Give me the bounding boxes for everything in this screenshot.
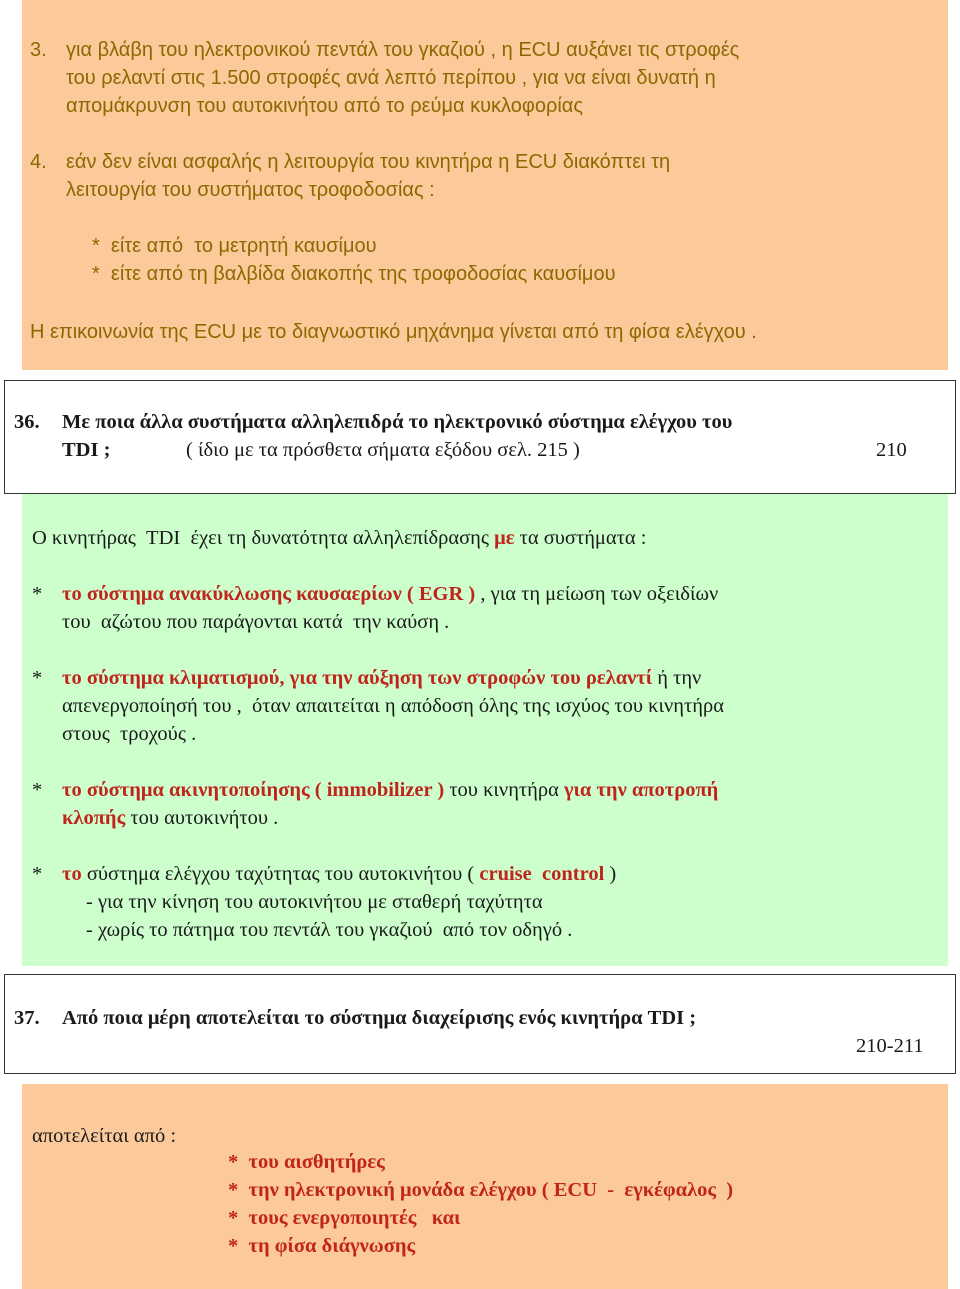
item-3-line-1: για βλάβη του ηλεκτρονικού πεντάλ του γκαζιού , η ECU αυξάνει τις στροφές xyxy=(66,39,740,61)
cruise-sub-2: - χωρίς το πάτημα του πεντάλ του γκαζιού από τον οδηγό . xyxy=(86,919,573,941)
ac-line-1: το σύστημα κλιματισμού, για την αύξηση των στροφών του ρελαντί ή την xyxy=(62,667,702,689)
ac-star: * xyxy=(32,667,43,689)
answer-36-intro: Ο κινητήρας TDI έχει τη δυνατότητα αλληλεπίδρασης με τα συστήματα : xyxy=(32,527,647,549)
item-4-line-1: εάν δεν είναι ασφαλής η λειτουργία του κινητήρα η ECU διακόπτει τη xyxy=(66,151,671,173)
cruise-line-1: το σύστημα ελέγχου ταχύτητας του αυτοκινήτου ( cruise control ) xyxy=(62,863,617,885)
answer-37-item-3: * τους ενεργοποιητές και xyxy=(228,1207,461,1229)
item-4-number: 4. xyxy=(30,151,47,173)
question-36-line-1: Με ποια άλλα συστήματα αλληλεπιδρά το ηλεκτρονικό σύστημα ελέγχου του xyxy=(62,411,733,433)
immobilizer-star: * xyxy=(32,779,43,801)
question-37-text: Από ποια μέρη αποτελείται το σύστημα διαχείρισης ενός κινητήρα TDI ; xyxy=(62,1007,697,1029)
communication-note: Η επικοινωνία της ECU με το διαγνωστικό μηχάνημα γίνεται από τη φίσα ελέγχου . xyxy=(30,321,757,343)
ac-line-3: στους τροχούς . xyxy=(62,723,197,745)
item-3-line-3: απομάκρυνση του αυτοκινήτου από το ρεύμα κυκλοφορίας xyxy=(66,95,583,117)
answer-37-item-2: * την ηλεκτρονική μονάδα ελέγχου ( ECU - εγκέφαλος ) xyxy=(228,1179,734,1201)
item-3-number: 3. xyxy=(30,39,47,61)
question-36-page: 210 xyxy=(876,439,907,461)
question-36-note: ( ίδιο με τα πρόσθετα σήματα εξόδου σελ. 215 ) xyxy=(186,439,580,461)
answer-37-item-4: * τη φίσα διάγνωσης xyxy=(228,1235,416,1257)
fuel-bullet-2: * είτε από τη βαλβίδα διακοπής της τροφοδοσίας καυσίμου xyxy=(92,263,616,285)
answer-37-intro: αποτελείται από : xyxy=(32,1125,177,1147)
egr-star: * xyxy=(32,583,43,605)
question-36-tdi: TDI ; xyxy=(62,439,111,461)
immobilizer-line-2: κλοπής του αυτοκινήτου . xyxy=(62,807,279,829)
ac-line-2: απενεργοποίησή του , όταν απαιτείται η απόδοση όλης της ισχύος του κινητήρα xyxy=(62,695,724,717)
question-37-number: 37. xyxy=(14,1007,40,1029)
cruise-star: * xyxy=(32,863,43,885)
immobilizer-line-1: το σύστημα ακινητοποίησης ( immobilizer ) του κινητήρα για την αποτροπή xyxy=(62,779,719,801)
item-4-line-2: λειτουργία του συστήματος τροφοδοσίας : xyxy=(66,179,435,201)
egr-line-2: του αζώτου που παράγονται κατά την καύση . xyxy=(62,611,450,633)
egr-line-1: το σύστημα ανακύκλωσης καυσαερίων ( EGR ) , για τη μείωση των οξειδίων xyxy=(62,583,719,605)
cruise-sub-1: - για την κίνηση του αυτοκινήτου με σταθερή ταχύτητα xyxy=(86,891,543,913)
fuel-bullet-1: * είτε από το μετρητή καυσίμου xyxy=(92,235,377,257)
question-37-page: 210-211 xyxy=(856,1035,924,1057)
answer-37-item-1: * του αισθητήρες xyxy=(228,1151,385,1173)
question-36-number: 36. xyxy=(14,411,40,433)
item-3-line-2: του ρελαντί στις 1.500 στροφές ανά λεπτό περίπου , για να είναι δυνατή η xyxy=(66,67,716,89)
